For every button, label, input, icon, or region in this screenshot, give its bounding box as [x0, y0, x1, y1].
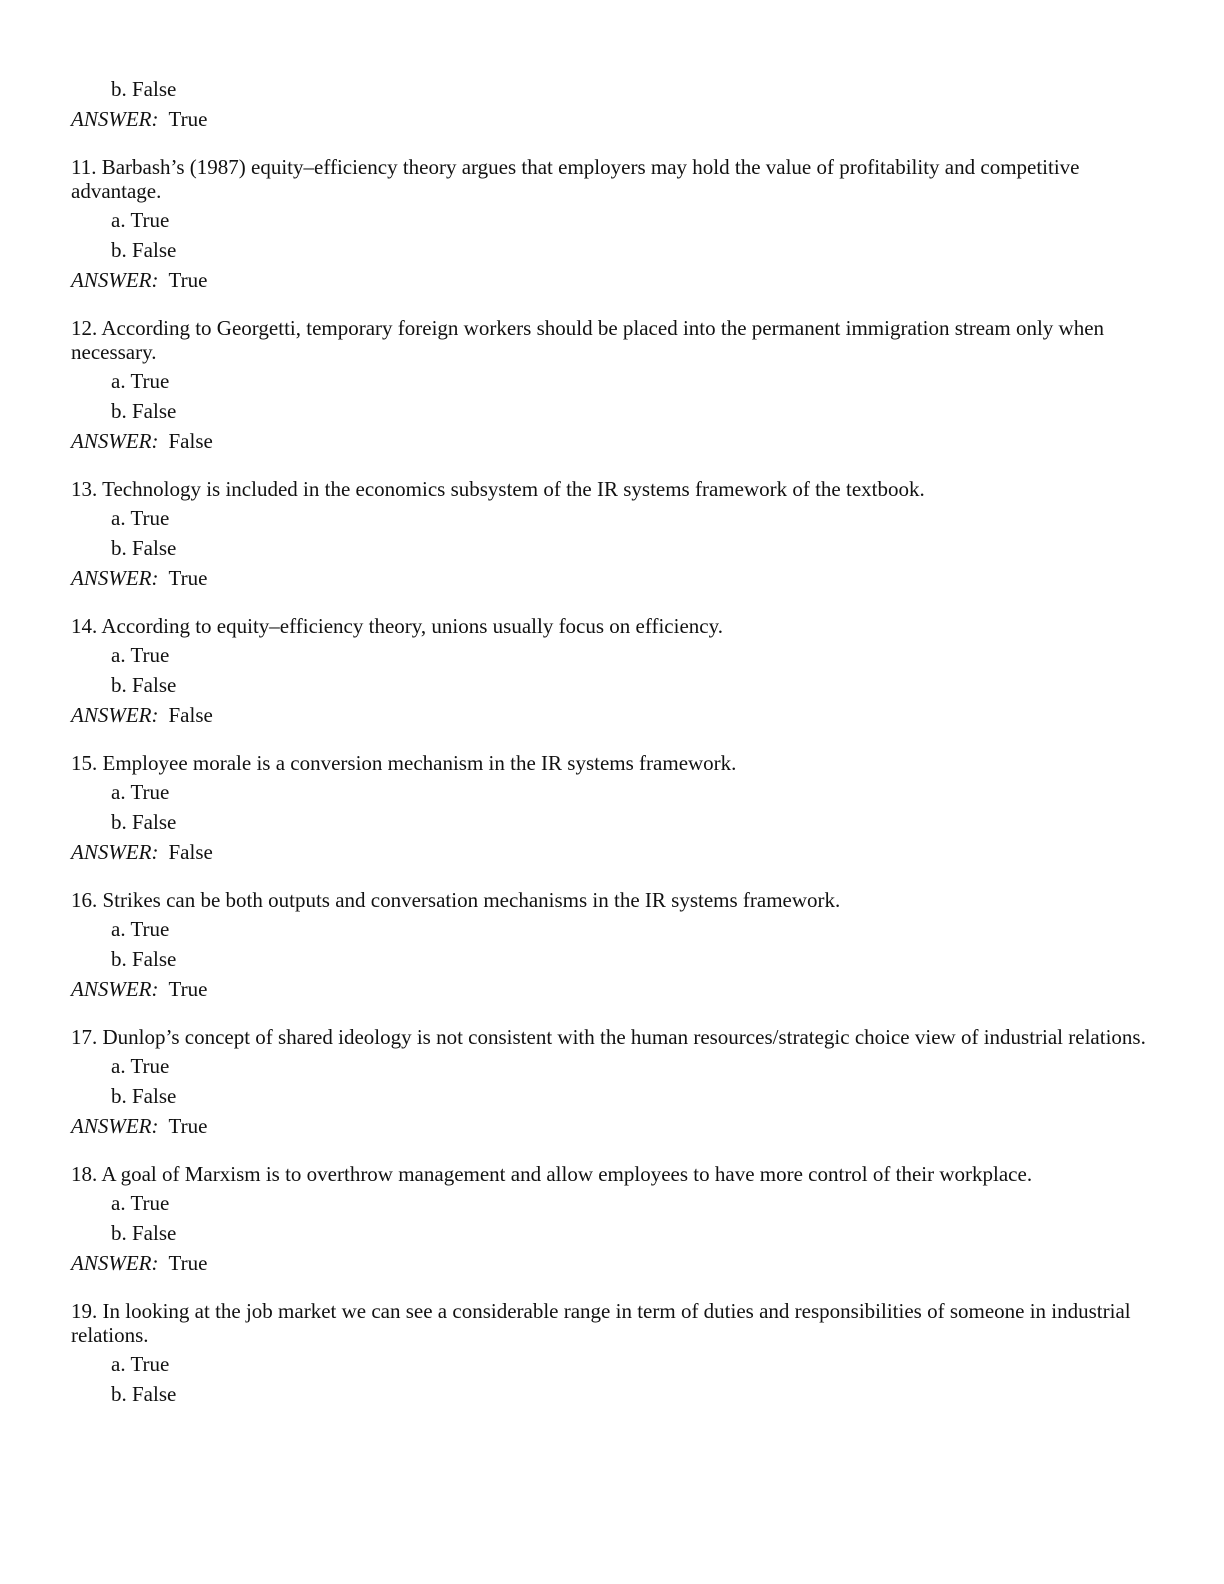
answer-line	[71, 1248, 1151, 1278]
option-a: a. True	[111, 1191, 170, 1215]
question-text: 18. A goal of Marxism is to overthrow management and allow employees to have more control of their workplace.	[71, 1162, 1033, 1186]
question-17	[71, 1025, 1151, 1141]
question-16	[71, 888, 1151, 1004]
answer-label: ANSWER:	[71, 1114, 159, 1138]
answer-value: True	[168, 1251, 208, 1275]
answer-line	[71, 700, 1151, 730]
question-text: 11. Barbash’s (1987) equity–efficiency theory argues that employers may hold the value of profitability and competitive advantage.	[71, 155, 1080, 203]
answer-label: ANSWER:	[71, 107, 159, 131]
answer-label: ANSWER:	[71, 268, 159, 292]
answer-line	[71, 1111, 1151, 1141]
quiz-page	[71, 74, 1151, 1409]
question-11	[71, 155, 1151, 295]
answer-label: ANSWER:	[71, 566, 159, 590]
option-b: b. False	[111, 1221, 177, 1245]
question-14	[71, 614, 1151, 730]
answer-line	[71, 837, 1151, 867]
answer-value: True	[168, 977, 208, 1001]
option-a: a. True	[111, 506, 170, 530]
question-18	[71, 1162, 1151, 1278]
option-b: b. False	[111, 536, 177, 560]
answer-label: ANSWER:	[71, 429, 159, 453]
answer-line	[71, 265, 1151, 295]
question-text: 19. In looking at the job market we can see a considerable range in term of duties and responsibilities of someone in industrial relations.	[71, 1299, 1131, 1347]
answer-value: False	[168, 703, 213, 727]
question-text: 12. According to Georgetti, temporary foreign workers should be placed into the permanent immigration stream only when necessary.	[71, 316, 1105, 364]
option-b: b. False	[111, 1382, 177, 1406]
answer-label: ANSWER:	[71, 840, 159, 864]
answer-line	[71, 104, 1151, 134]
answer-value: True	[168, 1114, 208, 1138]
answer-value: True	[168, 566, 208, 590]
option-a: a. True	[111, 208, 170, 232]
option-b: b. False	[111, 77, 177, 101]
option-b: b. False	[111, 399, 177, 423]
answer-line	[71, 563, 1151, 593]
question-text: 13. Technology is included in the economics subsystem of the IR systems framework of the textbook.	[71, 477, 925, 501]
option-b: b. False	[111, 673, 177, 697]
answer-label: ANSWER:	[71, 703, 159, 727]
answer-value: True	[168, 107, 208, 131]
option-b: b. False	[111, 238, 177, 262]
question-text: 16. Strikes can be both outputs and conversation mechanisms in the IR systems framework.	[71, 888, 841, 912]
question-19	[71, 1299, 1151, 1409]
option-b: b. False	[111, 947, 177, 971]
answer-label: ANSWER:	[71, 977, 159, 1001]
question-text: 14. According to equity–efficiency theory, unions usually focus on efficiency.	[71, 614, 723, 638]
question-10-continued	[71, 74, 1151, 134]
answer-label: ANSWER:	[71, 1251, 159, 1275]
option-b: b. False	[111, 810, 177, 834]
question-13	[71, 477, 1151, 593]
option-a: a. True	[111, 643, 170, 667]
option-a: a. True	[111, 780, 170, 804]
question-text: 17. Dunlop’s concept of shared ideology is not consistent with the human resources/strategic choice view of industrial relations.	[71, 1025, 1146, 1049]
option-b: b. False	[111, 1084, 177, 1108]
option-a: a. True	[111, 1054, 170, 1078]
question-text: 15. Employee morale is a conversion mechanism in the IR systems framework.	[71, 751, 737, 775]
answer-line	[71, 426, 1151, 456]
answer-value: True	[168, 268, 208, 292]
option-a: a. True	[111, 369, 170, 393]
answer-value: False	[168, 840, 213, 864]
answer-line	[71, 974, 1151, 1004]
answer-value: False	[168, 429, 213, 453]
question-12	[71, 316, 1151, 456]
option-a: a. True	[111, 917, 170, 941]
option-a: a. True	[111, 1352, 170, 1376]
question-15	[71, 751, 1151, 867]
